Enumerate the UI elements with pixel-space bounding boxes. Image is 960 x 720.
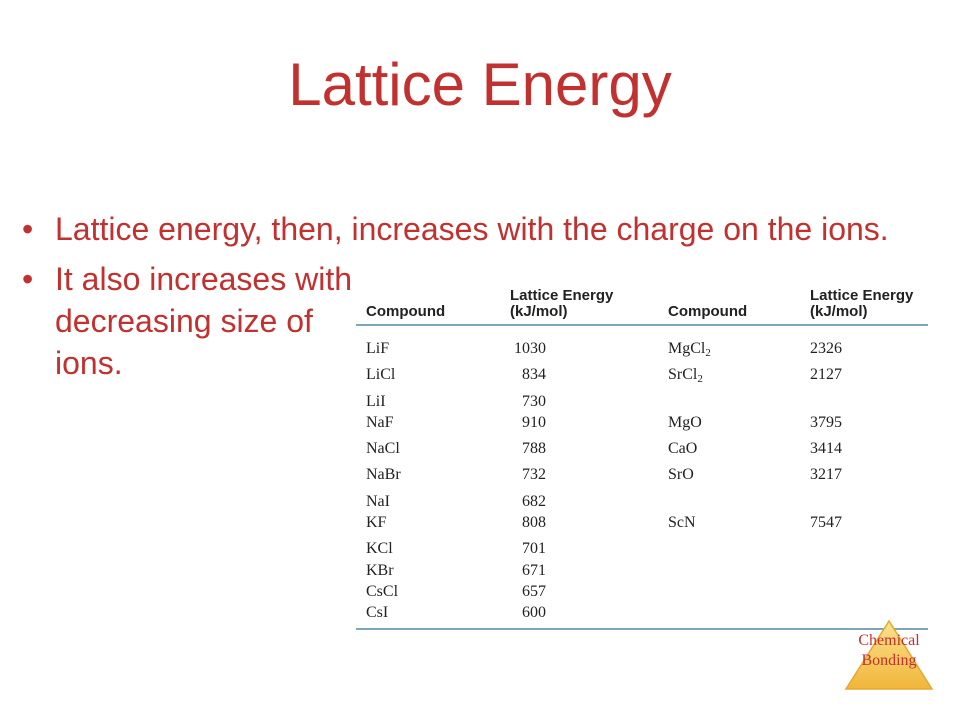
bullet-item [22, 208, 922, 250]
energy-cell: 910 [522, 413, 546, 431]
bullet-symbol: • [22, 211, 34, 247]
energy-cell: 730 [522, 392, 546, 410]
compound-cell: CsI [366, 604, 389, 622]
compound-cell: NaCl [366, 440, 400, 458]
table-row [356, 464, 928, 490]
badge-line-2: Bonding [861, 652, 917, 669]
compound-cell-2 [668, 560, 810, 581]
energy-cell: 834 [522, 366, 546, 384]
formula-subscript: 2 [697, 373, 703, 386]
spacer-cell [546, 412, 668, 438]
compound-cell: NaBr [366, 466, 401, 484]
energy-cell-2 [810, 538, 928, 559]
formula-base: MgCl [668, 340, 706, 357]
slide-title: Lattice Energy [288, 51, 672, 118]
formula-base: CaO [668, 440, 698, 458]
table-body [356, 325, 928, 629]
energy-cell-2: 3795 [810, 413, 842, 431]
formula-base: SrCl [668, 366, 698, 384]
spacer-cell [546, 512, 668, 538]
energy-cell: 701 [522, 540, 546, 558]
table-row [356, 438, 928, 464]
table-row [356, 581, 928, 602]
compound-cell-2 [668, 538, 810, 559]
bullet-text: Lattice energy, then, increases with the charge on the ions. [55, 211, 889, 247]
bullet-item [22, 258, 355, 384]
energy-cell-2 [810, 560, 928, 581]
energy-cell: 808 [522, 514, 546, 532]
header-compound-2: Compound [668, 303, 748, 320]
compound-cell: KF [366, 514, 387, 532]
spacer-cell [546, 538, 668, 559]
table-row [356, 538, 928, 559]
lattice-energy-table [356, 286, 928, 630]
energy-cell-2: 2326 [810, 340, 842, 357]
energy-cell-2 [810, 391, 928, 412]
energy-cell: 657 [522, 582, 546, 600]
header-compound: Compound [366, 303, 446, 320]
table-row [356, 325, 928, 364]
badge-line-1: Chemical [858, 632, 920, 649]
compound-cell: LiI [366, 392, 386, 410]
spacer-cell [546, 602, 668, 628]
table-row [356, 412, 928, 438]
energy-cell: 732 [522, 466, 546, 484]
compound-cell-2 [668, 325, 810, 364]
table-row [356, 602, 928, 628]
energy-cell-2: 3414 [810, 440, 842, 458]
energy-cell-2 [810, 581, 928, 602]
compound-cell: KCl [366, 540, 393, 558]
formula-subscript: 2 [705, 347, 711, 359]
energy-cell-2: 3217 [810, 466, 842, 484]
compound-cell-2 [668, 364, 810, 390]
spacer-cell [546, 464, 668, 490]
table-header-row [356, 286, 928, 325]
energy-cell: 600 [522, 604, 546, 622]
compound-cell-2 [668, 412, 810, 438]
compound-cell: CsCl [366, 582, 399, 600]
bullet-text: It also increases with decreasing size of ions. [55, 261, 353, 381]
compound-cell-2 [668, 464, 810, 490]
energy-cell-2: 7547 [810, 514, 842, 532]
compound-cell-2 [668, 581, 810, 602]
compound-cell-2 [668, 602, 810, 628]
bullet-symbol: • [22, 261, 34, 297]
energy-cell-2: 2127 [810, 366, 842, 384]
formula-base: ScN [668, 514, 696, 532]
compound-cell: LiF [366, 340, 390, 357]
spacer-cell [546, 391, 668, 412]
table-row [356, 364, 928, 390]
spacer-cell [546, 364, 668, 390]
spacer-cell [546, 438, 668, 464]
header-lattice-energy: Lattice Energy (kJ/mol) [510, 287, 614, 320]
spacer-cell [546, 560, 668, 581]
energy-cell: 682 [522, 492, 546, 510]
spacer-cell [546, 325, 668, 364]
formula-base: SrO [668, 466, 694, 484]
compound-cell-2 [668, 491, 810, 512]
compound-cell-2 [668, 391, 810, 412]
energy-cell: 1030 [514, 340, 546, 357]
chemical-bonding-badge [844, 619, 934, 691]
table-row [356, 512, 928, 538]
spacer-cell [546, 491, 668, 512]
compound-cell: LiCl [366, 366, 396, 384]
compound-cell: NaI [366, 492, 390, 510]
formula-base: MgO [668, 413, 702, 431]
header-lattice-energy-2: Lattice Energy (kJ/mol) [810, 287, 914, 320]
energy-cell-2 [810, 491, 928, 512]
compound-cell-2 [668, 512, 810, 538]
compound-cell: NaF [366, 413, 394, 431]
compound-cell: KBr [366, 561, 394, 579]
energy-cell: 671 [522, 561, 546, 579]
spacer-cell [546, 581, 668, 602]
table-row [356, 391, 928, 412]
table-row [356, 491, 928, 512]
energy-cell: 788 [522, 440, 546, 458]
table-row [356, 560, 928, 581]
compound-cell-2 [668, 438, 810, 464]
